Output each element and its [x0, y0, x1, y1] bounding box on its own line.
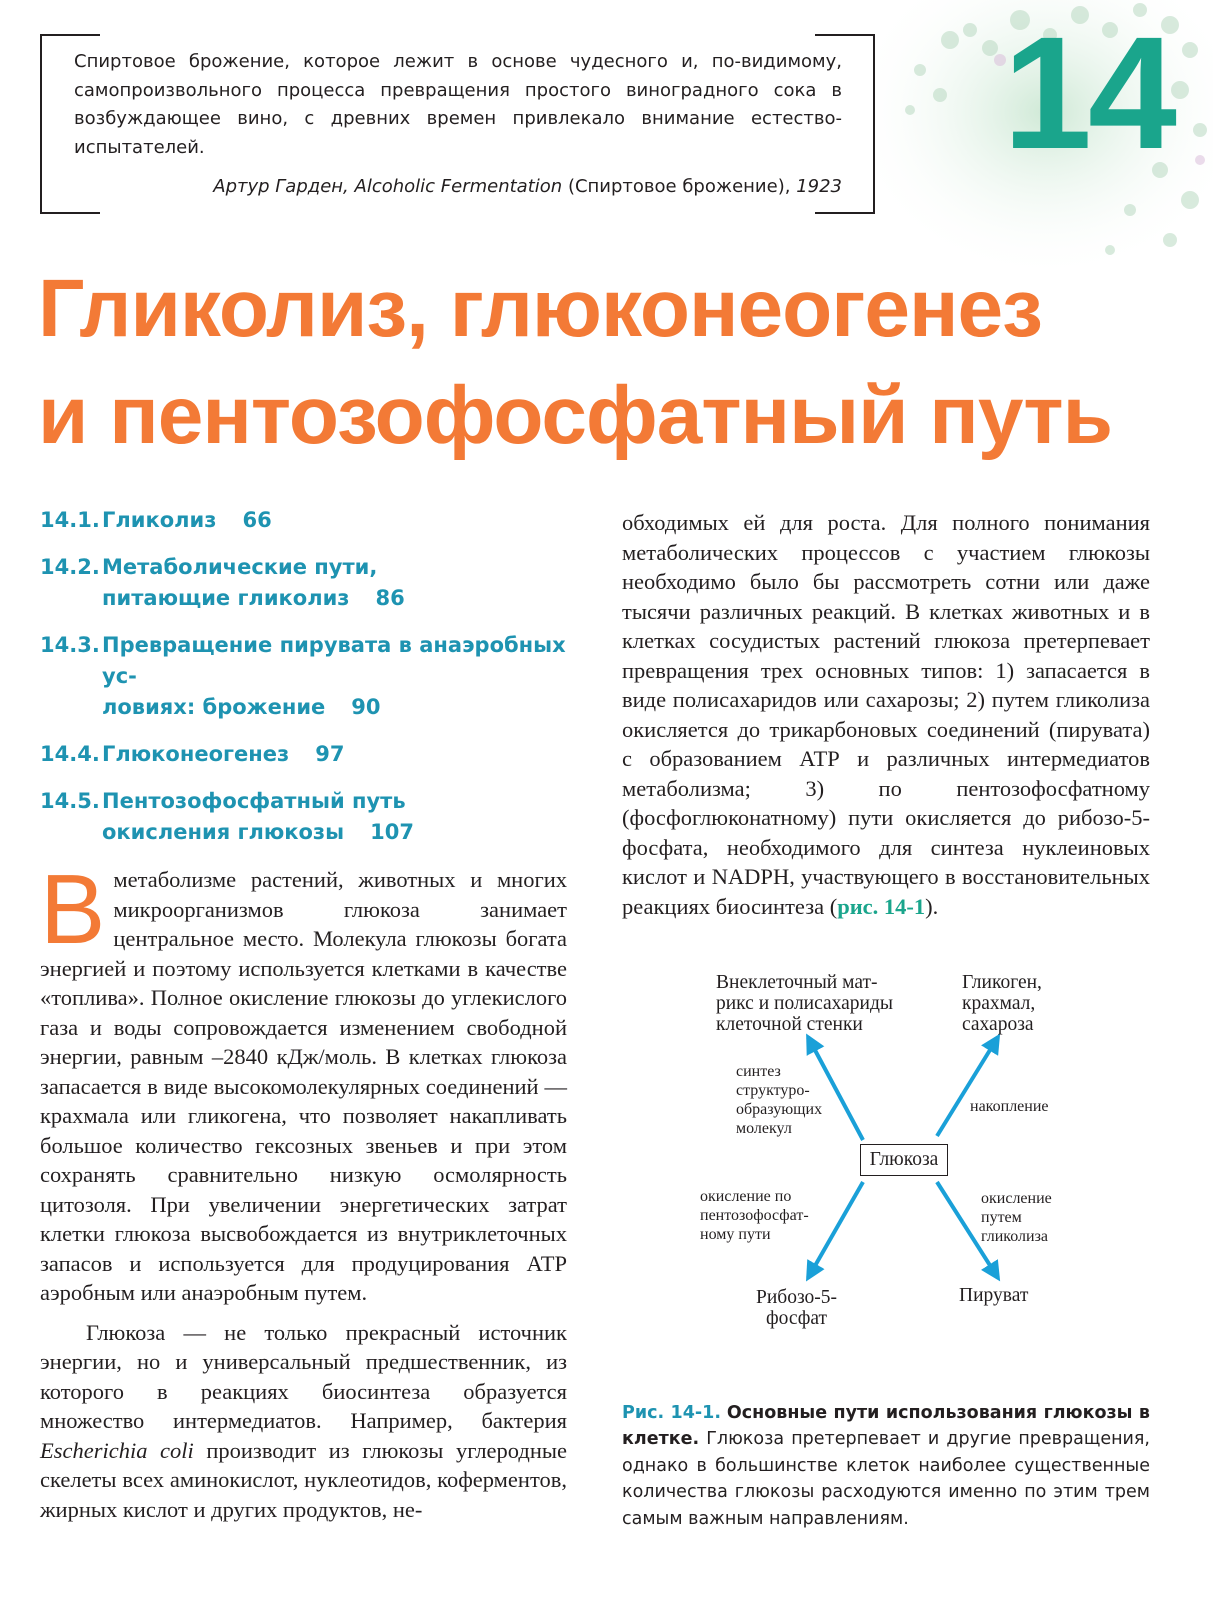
toc-page: 86: [375, 586, 405, 610]
toc-page: 90: [351, 695, 381, 719]
toc-title: питающие гликолиз: [102, 586, 350, 610]
epigraph-attribution: [74, 173, 842, 201]
caption-text: Глюкоза претерпевает и другие превращения, однако в большинстве клеток наиболее существенные количества глюкозы расходуются именно по этим трем самым важным направлениям.: [622, 1429, 1150, 1529]
body-column-left: [40, 854, 567, 1524]
toc-number: 14.3.: [40, 633, 100, 657]
label-glycolysis-oxidation: окисление путем гликолиза: [981, 1190, 1052, 1245]
chapter-title: [38, 255, 1188, 469]
species-name: Escherichia coli: [40, 1437, 194, 1463]
body-paragraph-text: ).: [925, 893, 939, 919]
toc-page: 107: [370, 820, 414, 844]
arrow-up-right: [937, 1037, 998, 1136]
toc-entry[interactable]: [40, 786, 580, 848]
toc-title: ловиях: брожение: [102, 695, 326, 719]
epigraph: [40, 34, 875, 212]
toc-title: Пентозофосфатный путь: [102, 789, 406, 813]
chapter-title-line1: Гликолиз, глюконеогенез: [38, 263, 1042, 354]
epigraph-author: Артур Гарден,: [213, 176, 349, 197]
body-paragraph: [40, 854, 567, 1308]
label-synthesis: синтез структуро- образующих молекул: [736, 1063, 823, 1137]
toc-title: Глюконеогенез: [102, 742, 290, 766]
chapter-contents: [40, 505, 580, 864]
body-paragraph-text: метаболизме растений, животных и многих микроорганизмов глюкоза занимает центральное место. Молекула глюкозы богата энергией и поэтому используется клетками в качестве «топлива». Полное окисление глюкозы до углекислого газа и воды сопровождается изменением свободной энергии, равным –2840 кДж/моль. В клетках глюкоза запасается в виде высокомолекулярных соединений — крахмала или гликогена, что позволяет накапливать большое количество гексозных звеньев и при этом сохранять сравнительно низкую осмолярность цитозоля. При увеличении энергетических затрат клетки глюкоза высвобождается из внутриклеточных запасов и используется для продуцирования АТР аэробным или анаэробным путем.: [40, 867, 567, 1305]
toc-entry[interactable]: [40, 739, 580, 770]
node-glucose: Глюкоза: [860, 1144, 948, 1176]
body-column-right: [622, 508, 1150, 921]
node-pyruvate: Пируват: [959, 1285, 1029, 1306]
epigraph-quote: Спиртовое брожение, которое лежит в основе чудесного и, по-видимому, самопроизвольного процесса превращения простого виноградного сока в возбуждающее вино, с древних времен привлекало внимание естество-испытателей.: [74, 51, 842, 158]
toc-number: 14.1.: [40, 508, 100, 532]
toc-title: Метаболические пути,: [102, 555, 378, 579]
node-extracellular-matrix: Внеклеточный мат- рикс и полисахариды клеточной стенки: [716, 972, 894, 1035]
epigraph-year: 1923: [796, 176, 842, 197]
toc-entry[interactable]: [40, 505, 580, 536]
toc-number: 14.5.: [40, 789, 100, 813]
body-paragraph-text: Глюкоза — не только прекрасный источник энергии, но и универсальный предшественник, из которого в реакциях биосинтеза образуется множество интермедиатов. Например, бактерия: [40, 1319, 567, 1433]
body-paragraph-text: обходимых ей для роста. Для полного понимания метаболических процессов с участием глюкозы необходимо было бы рассмотреть сотни или даже тысячи различных реакций. В клетках животных и в клетках сосудистых растений глюкоза претерпевает превращения трех основных типов: 1) запасается в виде полисахаридов или сахарозы; 2) путем гликолиза окисляется до трикарбоновых соединений (пирувата) с образованием АТР и различных интермедиатов метаболизма; 3) по пентозофосфатному (фосфоглюконатному) пути окисляется до рибозо-5-фосфата, необходимого для синтеза нуклеиновых кислот и NADPH, участвующего в восстановительных реакциях биосинтеза (: [622, 510, 1150, 919]
epigraph-work: Alcoholic Fermentation: [354, 176, 563, 197]
toc-entry[interactable]: [40, 630, 580, 723]
toc-page: 97: [315, 742, 345, 766]
epigraph-work-translation: (Спиртовое брожение),: [567, 176, 791, 197]
body-paragraph-text: производит из глюкозы углеродные скелеты всех аминокислот, нуклеотидов, коферментов, жирных кислот и других продуктов, не-: [40, 1437, 567, 1522]
toc-page: 66: [242, 508, 272, 532]
label-storage: накопление: [970, 1098, 1049, 1115]
figure-reference-link[interactable]: рис. 14-1: [837, 893, 926, 919]
figure-caption: [622, 1400, 1150, 1533]
toc-title: Гликолиз: [102, 508, 217, 532]
toc-title: Превращение пирувата в анаэробных ус-: [102, 633, 566, 688]
figure-14-1: [680, 960, 1120, 1340]
node-glycogen: Гликоген, крахмал, сахароза: [962, 972, 1042, 1035]
chapter-title-line2: и пентозофосфатный путь: [38, 370, 1112, 461]
arrow-down-left: [808, 1182, 863, 1278]
toc-number: 14.2.: [40, 555, 100, 579]
label-pentose-oxidation: окисление по пентозофосфат- ному пути: [700, 1188, 809, 1243]
drop-cap: В: [40, 854, 106, 964]
toc-title: окисления глюкозы: [102, 820, 345, 844]
caption-title: Основные пути использования глюкозы в клетке.: [622, 1402, 1150, 1449]
chapter-number: 14: [1003, 3, 1173, 182]
toc-number: 14.4.: [40, 742, 100, 766]
node-ribose-5-phosphate: Рибозо-5- фосфат: [756, 1287, 838, 1329]
caption-label: Рис. 14-1.: [622, 1402, 721, 1423]
body-paragraph: [40, 1318, 567, 1525]
toc-entry[interactable]: [40, 552, 580, 614]
